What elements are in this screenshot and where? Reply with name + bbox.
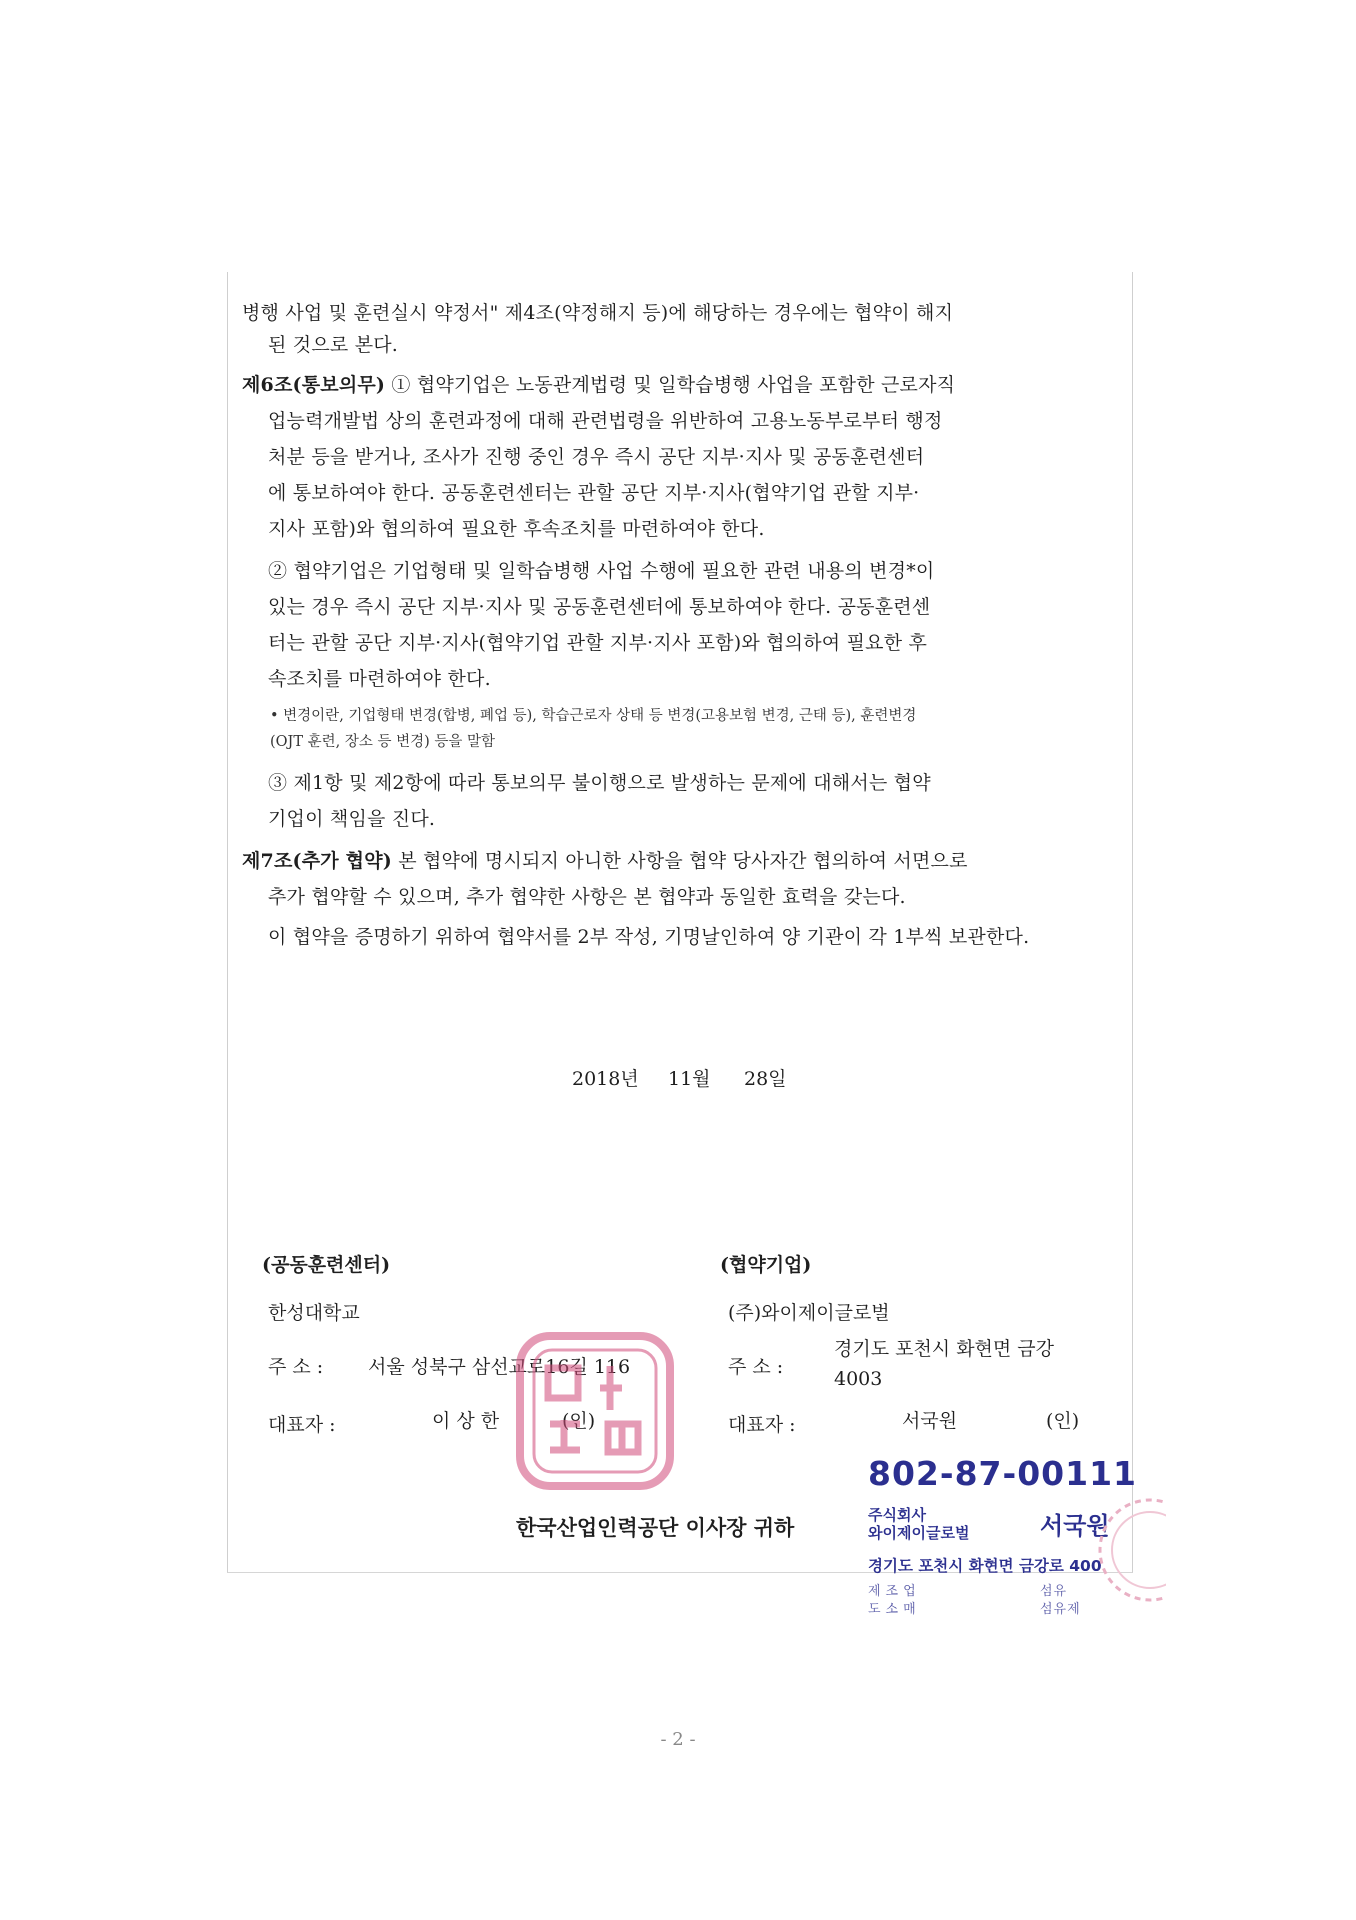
right-party-name: (주)와이제이글로벌 <box>728 1302 890 1324</box>
right-rep-name: 서국원 <box>902 1410 958 1432</box>
left-party-heading: (공동훈련센터) <box>262 1254 391 1276</box>
left-party-name: 한성대학교 <box>268 1302 360 1324</box>
stamp-company-line1: 주식회사 <box>868 1506 926 1524</box>
date-day: 28일 <box>744 1068 787 1090</box>
body-line: 이 협약을 증명하기 위하여 협약서를 2부 작성, 기명날인하여 양 기관이 각 1부씩 보관한다. <box>268 926 1030 948</box>
body-line: 된 것으로 본다. <box>268 334 399 356</box>
body-line: 병행 사업 및 훈련실시 약정서" 제4조(약정해지 등)에 해당하는 경우에는 협약이 해지 <box>242 302 954 324</box>
article6-heading: 제6조(통보의무) <box>242 374 386 396</box>
footnote-line: (OJT 훈련, 장소 등 변경) 등을 말함 <box>270 734 496 750</box>
left-seal-mark: (인) <box>562 1410 596 1432</box>
stamp-business-type2: 도소매 <box>868 1602 921 1617</box>
body-line: ② 협약기업은 기업형태 및 일학습병행 사업 수행에 필요한 관련 내용의 변경*이 <box>268 560 935 582</box>
body-line: 속조치를 마련하여야 한다. <box>268 668 491 690</box>
left-rep-label: 대표자 : <box>268 1414 336 1436</box>
stamp-ceo-name: 서국원 <box>1040 1512 1110 1540</box>
left-address: 서울 성북구 삼선교로16길 116 <box>368 1356 631 1378</box>
stamp-company-line2: 와이제이글로벌 <box>868 1524 970 1542</box>
recipient-line: 한국산업인력공단 이사장 귀하 <box>516 1515 795 1540</box>
right-seal-mark: (인) <box>1046 1410 1080 1432</box>
left-address-label: 주 소 : <box>268 1356 324 1378</box>
article7-first-line <box>242 846 968 873</box>
body-line: 본 협약에 명시되지 아니한 사항을 협약 당사자간 협의하여 서면으로 <box>398 850 968 872</box>
body-line: 터는 관할 공단 지부·지사(협약기업 관할 지부·지사 포함)와 협의하여 필요한 후 <box>268 632 928 654</box>
body-line: 지사 포함)와 협의하여 필요한 후속조치를 마련하여야 한다. <box>268 518 765 540</box>
business-reg-number: 802-87-00111 <box>868 1454 1138 1493</box>
right-address-line2: 4003 <box>834 1368 883 1390</box>
body-line: 에 통보하여야 한다. 공동훈련센터는 관할 공단 지부·지사(협약기업 관할 지부· <box>268 482 920 504</box>
institution-seal-icon <box>514 1330 676 1492</box>
body-line: 업능력개발법 상의 훈련과정에 대해 관련법령을 위반하여 고용노동부로부터 행정 <box>268 410 943 432</box>
right-address-label: 주 소 : <box>728 1356 784 1378</box>
date-year: 2018년 <box>572 1068 639 1090</box>
left-rep-name: 이 상 한 <box>432 1410 500 1432</box>
footnote-line: • 변경이란, 기업형태 변경(합병, 폐업 등), 학습근로자 상태 등 변경(고용보험 변경, 근태 등), 훈련변경 <box>270 708 917 724</box>
body-line: 처분 등을 받거나, 조사가 진행 중인 경우 즉시 공단 지부·지사 및 공동훈련센터 <box>268 446 925 468</box>
body-line: ① 협약기업은 노동관계법령 및 일학습병행 사업을 포함한 근로자직 <box>391 374 956 396</box>
article7-heading: 제7조(추가 협약) <box>242 850 392 872</box>
stamp-business-type1: 제조업 <box>868 1584 921 1599</box>
stamp-address: 경기도 포천시 화현면 금강로 400 <box>868 1557 1102 1575</box>
article6-first-line <box>242 370 955 397</box>
personal-seal-icon <box>1086 1494 1166 1606</box>
body-line: 있는 경우 즉시 공단 지부·지사 및 공동훈련센터에 통보하여야 한다. 공동훈련센 <box>268 596 931 618</box>
right-party-heading: (협약기업) <box>720 1254 812 1276</box>
right-rep-label: 대표자 : <box>728 1414 796 1436</box>
date-month: 11월 <box>668 1068 711 1090</box>
body-line: 기업이 책임을 진다. <box>268 808 436 830</box>
body-line: 추가 협약할 수 있으며, 추가 협약한 사항은 본 협약과 동일한 효력을 갖는다. <box>268 886 906 908</box>
body-line: ③ 제1항 및 제2항에 따라 통보의무 불이행으로 발생하는 문제에 대해서는 협약 <box>268 772 931 794</box>
stamp-item1: 섬유 <box>1040 1584 1068 1599</box>
page-number: - 2 - <box>660 1729 696 1750</box>
right-address-line1: 경기도 포천시 화현면 금강 <box>834 1338 1055 1360</box>
stamp-item2: 섬유제 <box>1040 1602 1081 1617</box>
